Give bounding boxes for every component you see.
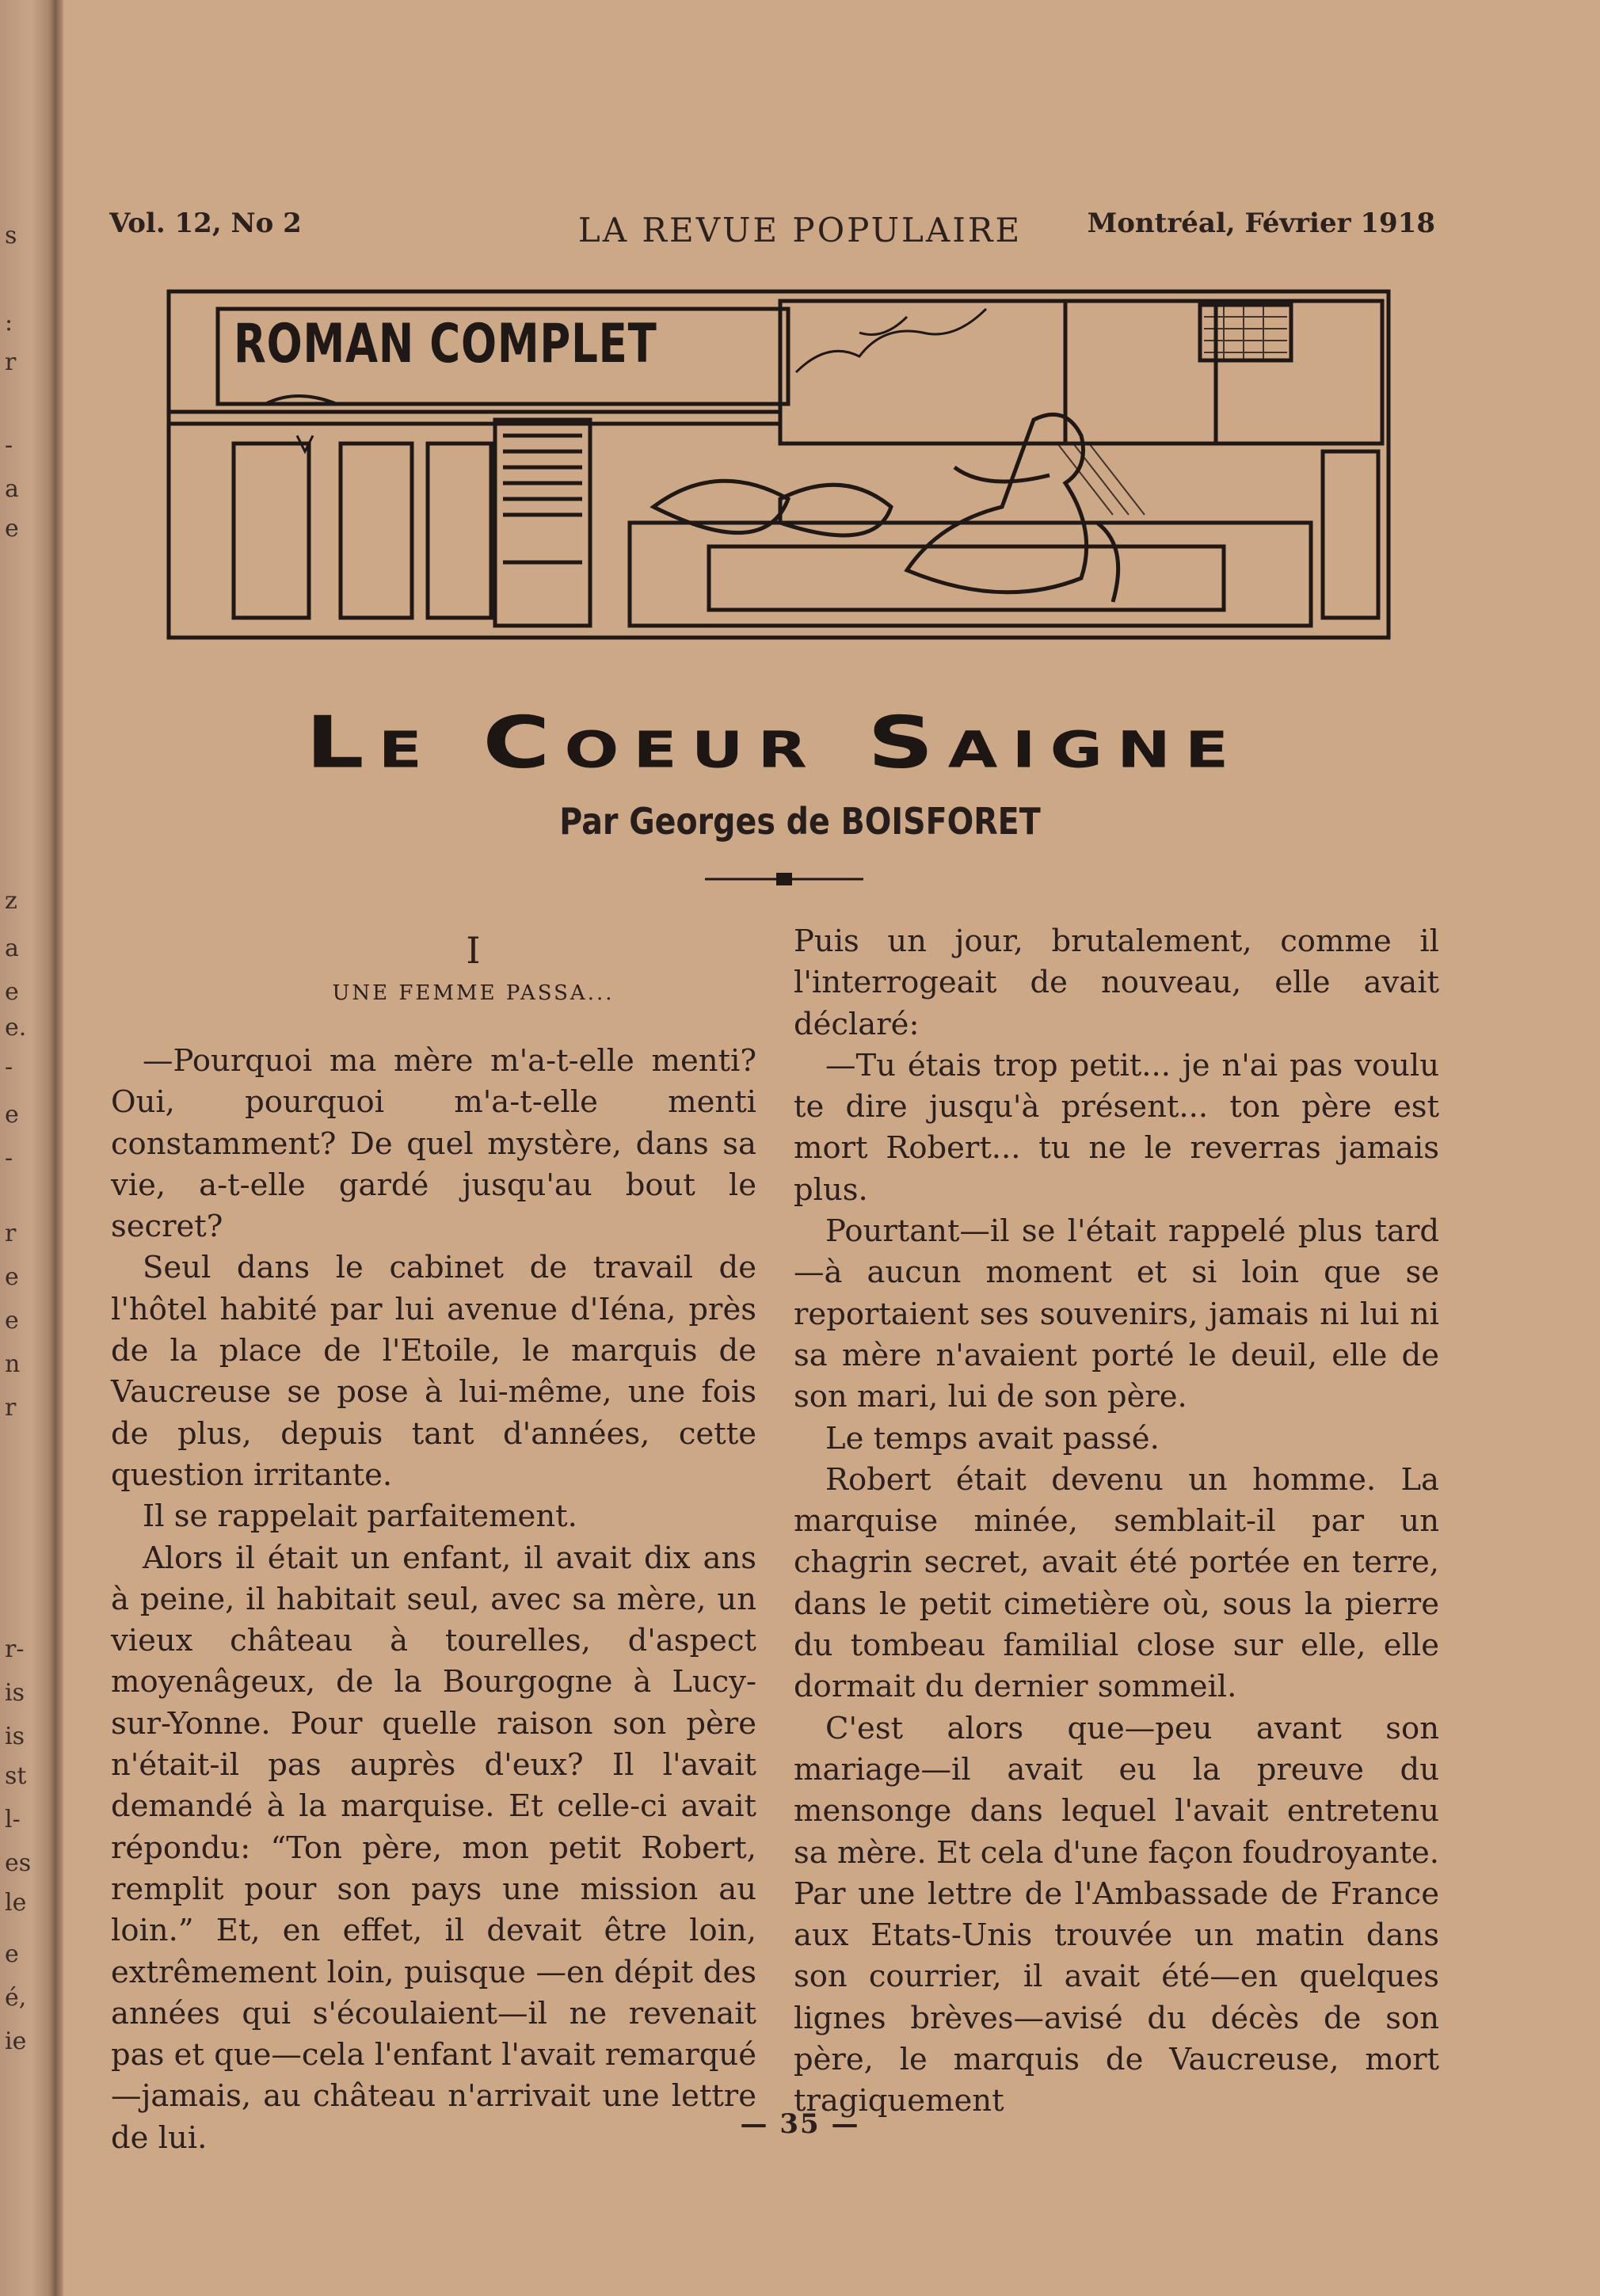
paragraph: —Pourquoi ma mère m'a-t-elle menti? Oui, pourquoi m'a-t-elle menti constamment? De quel mystère, dans sa vie, a-t-elle gardé jusqu'au bout le secret? — [111, 1043, 756, 1245]
edge-fragment: is — [5, 1679, 25, 1707]
edge-fragment: r — [5, 1394, 17, 1422]
text-column-right — [794, 921, 1439, 2123]
page-binding-edge — [0, 0, 63, 2296]
paragraph: Robert était devenu un homme. La marquise minée, semblait-il par un chagrin secret, avait été portée en terre, dans le petit cimetière où, sous la pierre du tombeau familial close sur elle, elle dormait du dernier sommeil. — [794, 1461, 1439, 1705]
edge-fragment: r — [5, 1220, 17, 1247]
edge-fragment: e — [5, 1101, 19, 1129]
edge-fragment: e — [5, 515, 19, 543]
edge-fragment: a — [5, 475, 19, 503]
paragraph: Puis un jour, brutalement, comme il l'interrogeait de nouveau, elle avait déclaré: — [794, 923, 1439, 1042]
edge-fragment: r- — [5, 1635, 25, 1663]
edge-fragment: es — [5, 1849, 32, 1877]
paragraph: Seul dans le cabinet de travail de l'hôtel habité par lui avenue d'Iéna, près de la place de l'Etoile, le marquis de Vaucreuse se pose à lui-même, une fois de plus, depuis tant d'années, cette question irritante. — [111, 1250, 756, 1493]
edge-fragment: st — [5, 1762, 27, 1790]
author-byline: Par Georges de BOISFORET — [559, 800, 1041, 843]
edge-fragment: le — [5, 1889, 27, 1917]
issue-volume: Vol. 12, No 2 — [109, 208, 302, 239]
paragraph: C'est alors que—peu avant son mariage—il avait eu la preuve du mensonge dans lequel l'avait entretenu sa mère. Et cela d'une façon foudroyante. Par une lettre de l'Ambassade de France aux Etats-Unis trouvée un matin dans son courrier, il avait été—en quelques lignes brèves—avisé du décès de son père, le marquis de Vaucreuse, mort tragiquement — [794, 1710, 1439, 2119]
edge-fragment: l- — [5, 1806, 21, 1833]
issue-place-date: Montréal, Février 1918 — [1087, 208, 1435, 239]
paragraph: Il se rappelait parfaitement. — [143, 1498, 577, 1535]
paragraph: Alors il était un enfant, il avait dix ans à peine, il habitait seul, avec sa mère, un vieux château à tourelles, d'aspect moyenâgeux, de la Bourgogne à Lucy-sur-Yonne. Pour quelle raison son père n'était-il pas auprès d'eux? Il l'avait demandé à la marquise. Et celle-ci avait répondu: “Ton père, mon petit Robert, remplit pour son pays une mission au loin.” Et, en effet, il devait être loin, extrêmement loin, puisque —en dépit des années qui s'écoulaient—il ne revenait pas et que—cela l'enfant l'avait remarqué—jamais, au château n'arrivait une lettre de lui. — [111, 1540, 756, 2156]
edge-fragment: r — [5, 348, 17, 376]
paragraph: —Tu étais trop petit... je n'ai pas voulu te dire jusqu'à présent... ton père est mort Robert... tu ne le reverras jamais plus. — [794, 1047, 1439, 1208]
edge-fragment: e — [5, 1307, 19, 1335]
paragraph: Le temps avait passé. — [825, 1420, 1160, 1456]
publication-name: LA REVUE POPULAIRE — [577, 211, 1023, 249]
edge-fragment: a — [5, 935, 19, 962]
title-ornament — [705, 871, 863, 887]
edge-fragment: - — [5, 1144, 13, 1172]
edge-fragment: is — [5, 1723, 25, 1750]
edge-fragment: e — [5, 1263, 19, 1291]
edge-fragment: é, — [5, 1984, 27, 2012]
paragraph: Pourtant—il se l'était rappelé plus tard —à aucun moment et si loin que se reportaient ses souvenirs, jamais ni lui ni sa mère n'avaient porté le deuil, elle de son mari, lui de son père. — [794, 1213, 1439, 1415]
edge-fragment: s — [5, 222, 17, 249]
page-number: — 35 — — [740, 2108, 860, 2140]
edge-fragment: z — [5, 887, 17, 915]
edge-fragment: : — [5, 309, 13, 337]
chapter-title: UNE FEMME PASSA... — [332, 981, 615, 1005]
edge-fragment: e. — [5, 1014, 27, 1041]
roman-complet-label: ROMAN COMPLET — [234, 313, 657, 375]
edge-fragment: - — [5, 1053, 13, 1081]
edge-fragment: ie — [5, 2028, 27, 2055]
story-title: Le Coeur Saigne — [305, 701, 1244, 785]
edge-fragment: e — [5, 1940, 19, 1968]
edge-fragment: n — [5, 1350, 21, 1378]
header-illustration — [162, 285, 1398, 653]
text-column-left — [111, 927, 756, 2159]
edge-fragment: e — [5, 978, 19, 1006]
edge-fragment: - — [5, 432, 13, 459]
chapter-number: I — [466, 929, 481, 972]
